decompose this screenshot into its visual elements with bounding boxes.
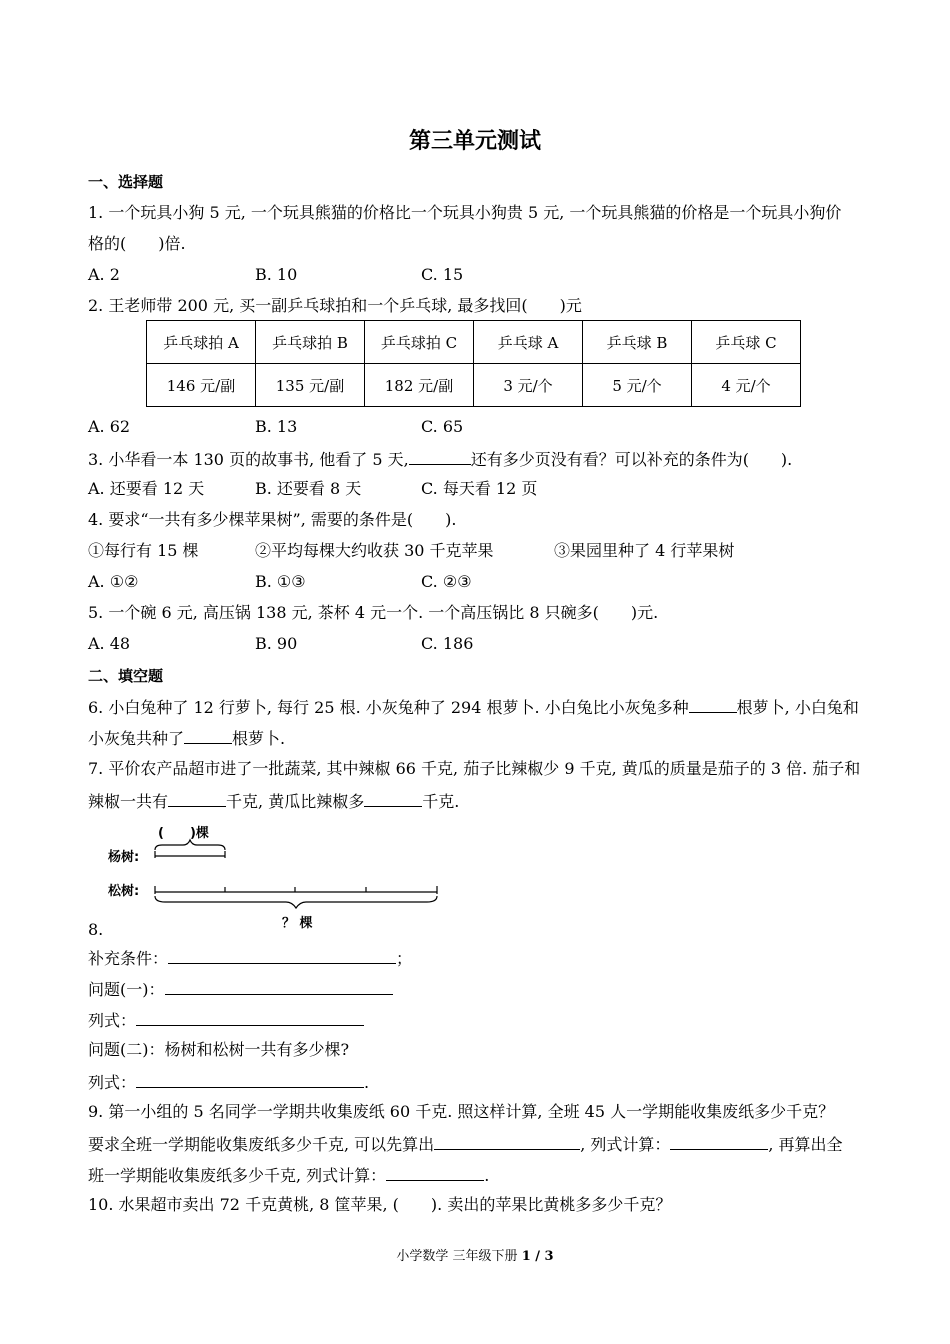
section-choice-heading: 一、选择题 (88, 173, 164, 191)
bar-diagram (140, 836, 460, 916)
q8-question2: 问题(二)：杨树和松树一共有多少棵? (88, 1040, 350, 1059)
table-cell: 乒乓球 B (583, 321, 692, 364)
yang-brace (155, 840, 225, 850)
q1-option-b: B. 10 (255, 265, 298, 284)
q8-condition-end: ； (396, 949, 413, 968)
table-cell: 5 元/个 (583, 364, 692, 407)
q8-condition-blank[interactable] (168, 947, 396, 964)
q2-option-c: C. 65 (421, 417, 464, 436)
q8-formula2-line (88, 1071, 369, 1093)
table-cell: 乒乓球拍 C (365, 321, 474, 364)
table-cell: 乒乓球拍 B (256, 321, 365, 364)
q6-blank-2[interactable] (184, 727, 232, 744)
diagram-yang-label: 杨树: (108, 850, 140, 865)
question-7-text-cont (88, 790, 459, 812)
q9-text-l2a: 要求全班一学期能收集废纸多少千克, 可以先算出 (88, 1135, 435, 1154)
question-10-text: 10. 水果超市卖出 72 千克黄桃, 8 筐苹果, ( ). 卖出的苹果比黄桃多多少千克？ (88, 1195, 672, 1214)
question-3-text (88, 448, 792, 470)
q8-condition-label: 补充条件： (88, 949, 169, 968)
footer-page-number: 1 / 3 (521, 1249, 554, 1264)
table-cell: 乒乓球拍 A (147, 321, 256, 364)
song-brace (155, 896, 437, 908)
q5-option-a: A. 48 (88, 634, 131, 653)
q5-option-b: B. 90 (255, 634, 298, 653)
q6-text-mid: 根萝卜, 小白兔和 (736, 698, 859, 717)
q8-formula1-label: 列式： (88, 1011, 137, 1030)
diagram-total-label: ？ 棵 (282, 916, 313, 931)
q3-text-post: 还有多少页没有看？可以补充的条件为( ). (470, 450, 793, 469)
q4-option-a: A. ①② (88, 572, 139, 591)
q9-blank-1[interactable] (434, 1133, 580, 1150)
q4-condition-1: ①每行有 15 棵 (88, 541, 199, 560)
table-cell: 135 元/副 (256, 364, 365, 407)
q3-option-c: C. 每天看 12 页 (421, 479, 538, 498)
q3-blank[interactable] (409, 448, 471, 465)
q3-option-a: A. 还要看 12 天 (88, 479, 205, 498)
q7-text-l2post: 千克. (422, 792, 460, 811)
q7-blank-1[interactable] (168, 790, 226, 807)
q3-option-b: B. 还要看 8 天 (255, 479, 362, 498)
table-cell: 146 元/副 (147, 364, 256, 407)
q6-text-l2pre: 小灰兔共种了 (88, 729, 185, 748)
q6-text-l2post: 根萝卜. (232, 729, 286, 748)
q1-option-a: A. 2 (88, 265, 120, 284)
q8-formula2-label: 列式： (88, 1073, 137, 1092)
q6-text-pre: 6. 小白兔种了 12 行萝卜, 每行 25 根. 小灰兔种了 294 根萝卜. 小白兔比小灰兔多种 (88, 698, 689, 717)
table-cell: 3 元/个 (474, 364, 583, 407)
question-4-text: 4. 要求“一共有多少棵苹果树”, 需要的条件是( ). (88, 510, 457, 529)
q7-blank-2[interactable] (364, 790, 422, 807)
q5-option-c: C. 186 (421, 634, 474, 653)
question-1-text-cont: 格的( )倍. (88, 234, 186, 253)
q8-formula2-blank[interactable] (136, 1071, 364, 1088)
price-table (146, 320, 801, 407)
q9-text-l2b: , 列式计算： (580, 1135, 671, 1154)
question-1-text: 1. 一个玩具小狗 5 元, 一个玩具熊猫的价格比一个玩具小狗贵 5 元, 一个玩具熊猫的价格是一个玩具小狗价 (88, 203, 842, 222)
q8-condition-line (88, 947, 412, 969)
diagram-song-label: 松树: (108, 884, 140, 899)
q8-question1-blank[interactable] (165, 978, 393, 995)
q9-blank-3[interactable] (386, 1164, 484, 1181)
q4-option-c: C. ②③ (421, 572, 472, 591)
diagram-yang-count-label: ( )棵 (158, 826, 209, 841)
q8-formula1-line (88, 1009, 364, 1031)
q4-condition-2: ②平均每棵大约收获 30 千克苹果 (255, 541, 494, 560)
q4-option-b: B. ①③ (255, 572, 306, 591)
q9-text-l3a: 班一学期能收集废纸多少千克, 列式计算： (88, 1166, 387, 1185)
q9-text-l2c: , 再算出全 (768, 1135, 843, 1154)
q7-text-l2pre: 辣椒一共有 (88, 792, 169, 811)
question-7-text: 7. 平价农产品超市进了一批蔬菜, 其中辣椒 66 千克, 茄子比辣椒少 9 千克, 黄瓜的质量是茄子的 3 倍. 茄子和 (88, 759, 861, 778)
q2-option-b: B. 13 (255, 417, 298, 436)
question-9-text-cont2 (88, 1164, 489, 1186)
footer-text: 小学数学 三年级下册 (396, 1249, 522, 1264)
q7-text-l2mid: 千克, 黄瓜比辣椒多 (226, 792, 365, 811)
q3-text-pre: 3. 小华看一本 130 页的故事书, 他看了 5 天, (88, 450, 409, 469)
question-5-text: 5. 一个碗 6 元, 高压锅 138 元, 茶杯 4 元一个. 一个高压锅比 8 只碗多( )元. (88, 603, 659, 622)
table-cell: 182 元/副 (365, 364, 474, 407)
page-title: 第三单元测试 (408, 129, 541, 154)
question-6-text (88, 696, 859, 718)
question-6-text-cont (88, 727, 285, 749)
table-cell: 4 元/个 (692, 364, 801, 407)
question-9-text: 9. 第一小组的 5 名同学一学期共收集废纸 60 千克. 照这样计算, 全班 45 人一学期能收集废纸多少千克？ (88, 1102, 835, 1121)
table-cell: 乒乓球 A (474, 321, 583, 364)
q8-question1-line (88, 978, 393, 1000)
question-2-text: 2. 王老师带 200 元, 买一副乒乓球拍和一个乒乓球, 最多找回( )元 (88, 296, 582, 315)
question-9-text-cont (88, 1133, 843, 1155)
q6-blank-1[interactable] (689, 696, 737, 713)
q9-blank-2[interactable] (670, 1133, 768, 1150)
price-table-value-row (147, 364, 801, 407)
q8-formula2-end: . (364, 1073, 370, 1092)
table-cell: 乒乓球 C (692, 321, 801, 364)
question-8-number: 8. (88, 920, 104, 939)
q9-text-l3b: . (484, 1166, 490, 1185)
q8-formula1-blank[interactable] (136, 1009, 364, 1026)
q8-question1-label: 问题(一)： (88, 980, 165, 999)
q2-option-a: A. 62 (88, 417, 131, 436)
section-fill-heading: 二、填空题 (88, 667, 164, 685)
q4-condition-3: ③果园里种了 4 行苹果树 (554, 541, 735, 560)
price-table-header-row (147, 321, 801, 364)
page-footer (0, 1245, 950, 1264)
q1-option-c: C. 15 (421, 265, 464, 284)
